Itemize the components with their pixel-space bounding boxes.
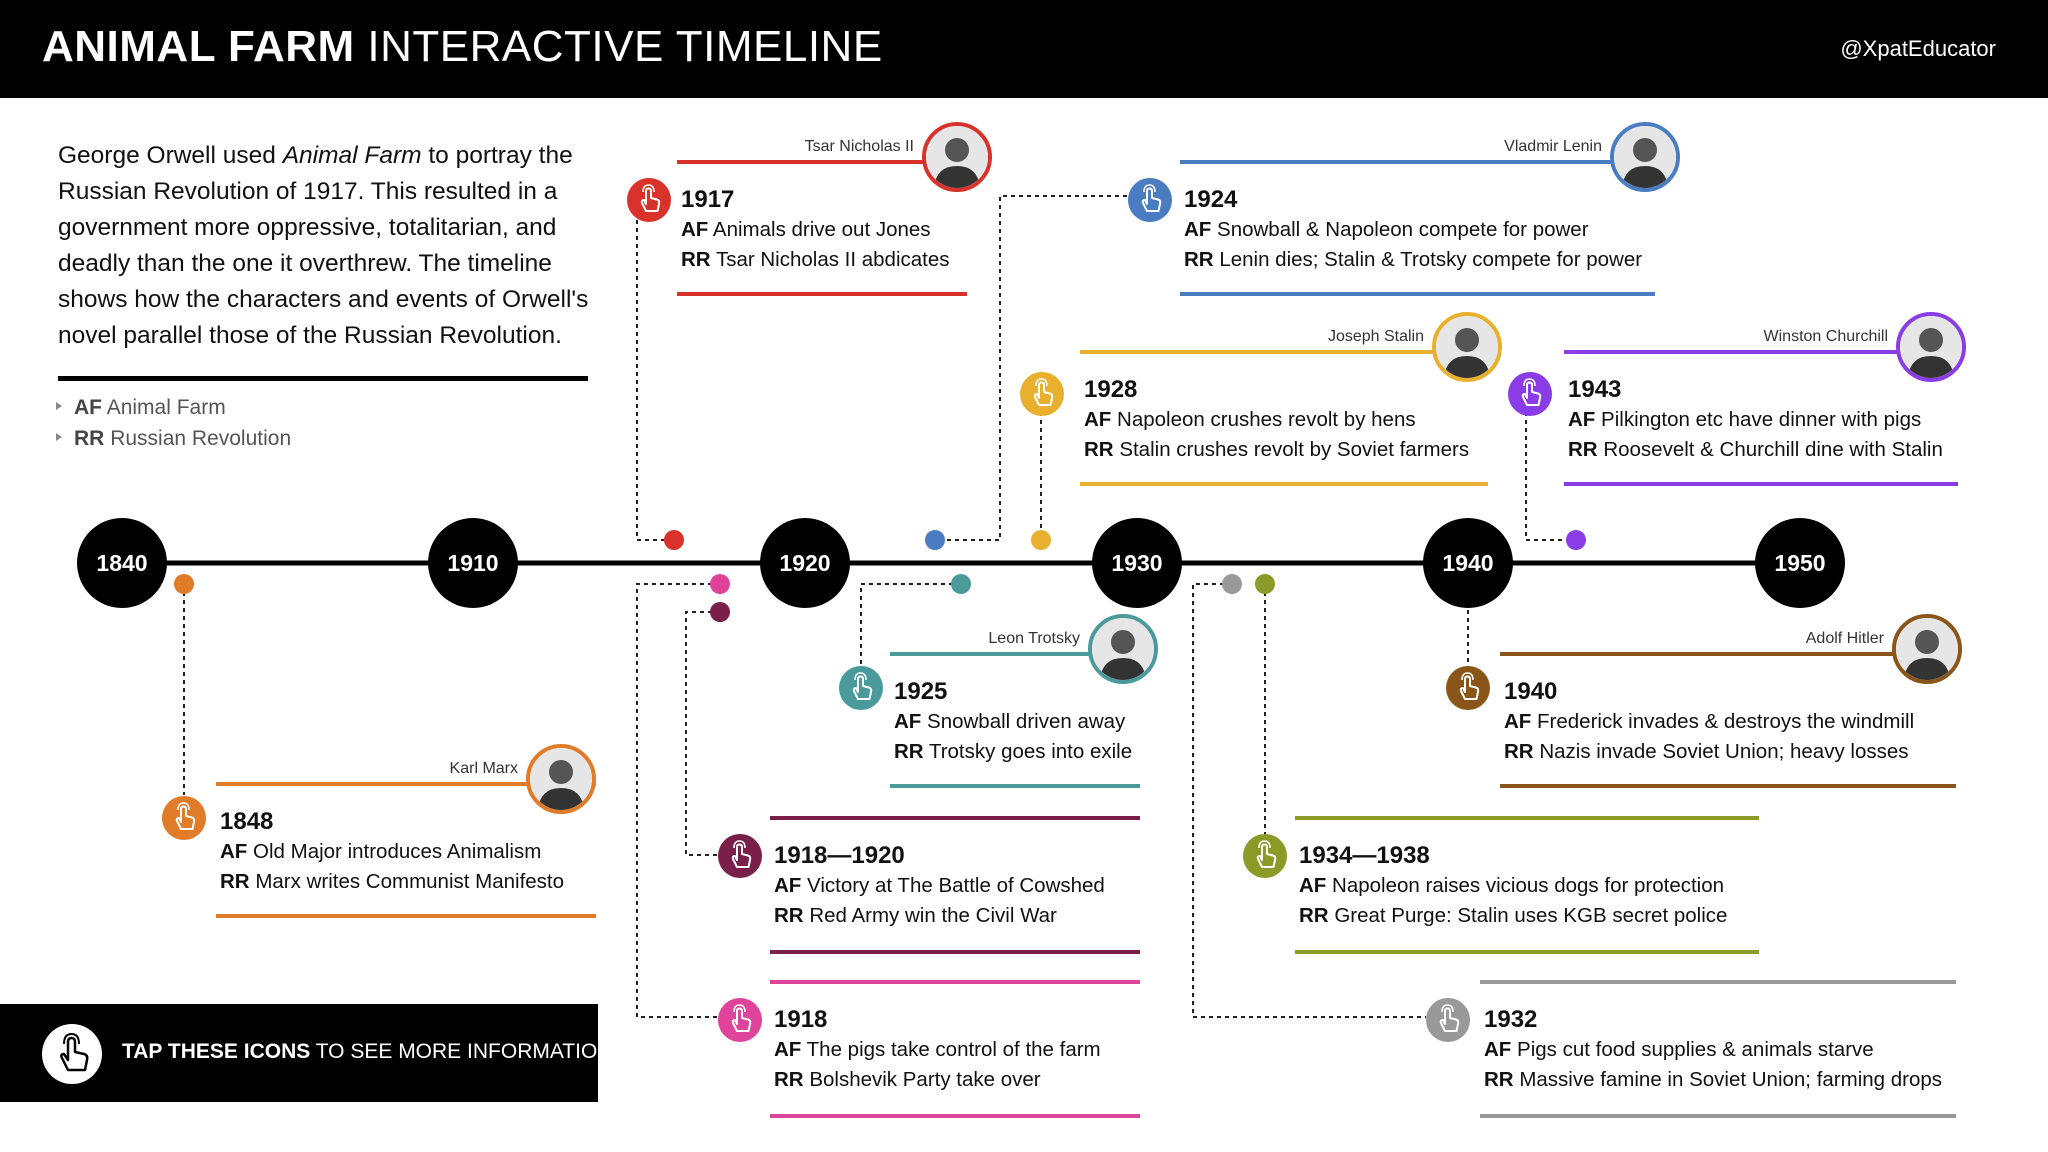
timeline-dot-1918 xyxy=(710,574,730,594)
event-card-1943 xyxy=(1564,308,1958,488)
person-name: Leon Trotsky xyxy=(988,630,1080,647)
event-rr-line xyxy=(220,870,564,894)
event-af-text: Frederick invades & destroys the windmill xyxy=(1537,710,1915,733)
year-marker-1950: 1950 xyxy=(1755,518,1845,608)
card-bottom-rule xyxy=(890,784,1140,788)
af-abbr: AF xyxy=(1299,874,1327,897)
af-abbr: AF xyxy=(774,874,802,897)
portrait-avatar xyxy=(526,744,596,814)
connector-1918-1920 xyxy=(686,612,721,855)
year-marker-1920: 1920 xyxy=(760,518,850,608)
tap-hand-icon xyxy=(42,1024,102,1084)
event-card-1848 xyxy=(216,740,596,920)
event-af-line xyxy=(894,710,1125,734)
event-rr-line xyxy=(1299,904,1727,928)
event-af-text: Pigs cut food supplies & animals starve xyxy=(1517,1038,1874,1061)
tap-instructions-text xyxy=(122,1040,612,1064)
person-name: Joseph Stalin xyxy=(1327,328,1424,345)
card-bottom-rule xyxy=(1295,950,1759,954)
event-rr-text: Nazis invade Soviet Union; heavy losses xyxy=(1539,740,1909,763)
event-af-line xyxy=(1504,710,1914,734)
card-bottom-rule xyxy=(1480,1114,1956,1118)
legend-label: Russian Revolution xyxy=(110,427,292,450)
af-abbr: AF xyxy=(681,218,709,241)
event-rr-line xyxy=(1504,740,1909,764)
af-abbr: AF xyxy=(894,710,922,733)
tap-info-icon-1940[interactable] xyxy=(1446,666,1490,710)
card-bottom-rule xyxy=(770,1114,1140,1118)
event-rr-text: Tsar Nicholas II abdicates xyxy=(715,248,950,271)
legend-abbr: AF xyxy=(74,396,102,419)
timeline-dot-1943 xyxy=(1566,530,1586,550)
event-af-text: Old Major introduces Animalism xyxy=(253,840,542,863)
rr-abbr: RR xyxy=(774,904,804,927)
portrait-avatar xyxy=(1088,614,1158,684)
af-abbr: AF xyxy=(1504,710,1532,733)
event-af-line xyxy=(1568,408,1921,432)
event-rr-text: Marx writes Communist Manifesto xyxy=(255,870,565,893)
tap-text-bold: TAP THESE ICONS xyxy=(122,1040,311,1063)
rr-abbr: RR xyxy=(1084,438,1114,461)
event-rr-line xyxy=(1084,438,1469,462)
person-name: Karl Marx xyxy=(449,760,518,777)
rr-abbr: RR xyxy=(894,740,924,763)
person-name: Winston Churchill xyxy=(1763,328,1888,345)
event-rr-line xyxy=(1484,1068,1942,1092)
portrait-avatar xyxy=(922,122,992,192)
timeline-dot-1924 xyxy=(925,530,945,550)
portrait-avatar xyxy=(1432,312,1502,382)
event-year: 1934—1938 xyxy=(1299,842,1430,869)
year-marker-1840: 1840 xyxy=(77,518,167,608)
event-rr-text: Trotsky goes into exile xyxy=(928,740,1133,763)
event-card-1925 xyxy=(890,610,1140,790)
portrait-avatar xyxy=(1896,312,1966,382)
tap-info-icon-1932[interactable] xyxy=(1426,998,1470,1042)
event-af-text: The pigs take control of the farm xyxy=(806,1038,1101,1061)
card-top-rule xyxy=(1500,652,1956,656)
event-af-line xyxy=(1299,874,1724,898)
year-marker-1910: 1910 xyxy=(428,518,518,608)
event-card-1932 xyxy=(1480,966,1956,1126)
timeline-dot-1918-1920 xyxy=(710,602,730,622)
event-af-text: Napoleon raises vicious dogs for protection xyxy=(1332,874,1725,897)
card-bottom-rule xyxy=(1564,482,1958,486)
event-year: 1940 xyxy=(1504,678,1558,705)
event-af-text: Animals drive out Jones xyxy=(712,218,931,241)
title-bold: ANIMAL FARM xyxy=(42,22,355,71)
event-year: 1924 xyxy=(1184,186,1238,213)
event-rr-line xyxy=(681,248,950,272)
event-rr-text: Massive famine in Soviet Union; farming drops xyxy=(1519,1068,1943,1091)
timeline-dot-1917 xyxy=(664,530,684,550)
event-rr-text: Stalin crushes revolt by Soviet farmers xyxy=(1119,438,1470,461)
event-af-line xyxy=(1084,408,1416,432)
tap-info-icon-1918[interactable] xyxy=(718,998,762,1042)
card-top-rule xyxy=(1480,980,1956,984)
event-rr-text: Great Purge: Stalin uses KGB secret police xyxy=(1334,904,1728,927)
event-card-1918-1920 xyxy=(770,800,1140,960)
af-abbr: AF xyxy=(1568,408,1596,431)
event-af-line xyxy=(774,874,1105,898)
intro-italic: Animal Farm xyxy=(282,142,422,169)
tap-info-icon-1918b[interactable] xyxy=(718,834,762,878)
person-name: Tsar Nicholas II xyxy=(804,138,914,155)
tap-info-icon-1925[interactable] xyxy=(839,666,883,710)
event-af-line xyxy=(774,1038,1101,1062)
card-top-rule xyxy=(1180,160,1655,164)
event-card-1924 xyxy=(1180,118,1655,298)
timeline-dot-1934 xyxy=(1255,574,1275,594)
event-year: 1925 xyxy=(894,678,948,705)
event-rr-text: Bolshevik Party take over xyxy=(809,1068,1041,1091)
timeline-dot-1925 xyxy=(951,574,971,594)
event-af-line xyxy=(1184,218,1589,242)
card-bottom-rule xyxy=(1180,292,1655,296)
card-top-rule xyxy=(770,816,1140,820)
event-year: 1917 xyxy=(681,186,735,213)
card-bottom-rule xyxy=(677,292,967,296)
person-name: Adolf Hitler xyxy=(1805,630,1884,647)
year-marker-1930: 1930 xyxy=(1092,518,1182,608)
card-top-rule xyxy=(770,980,1140,984)
event-af-text: Napoleon crushes revolt by hens xyxy=(1117,408,1416,431)
event-year: 1918—1920 xyxy=(774,842,905,869)
tap-info-icon-1924[interactable] xyxy=(1128,178,1172,222)
event-rr-line xyxy=(774,904,1057,928)
event-af-text: Snowball & Napoleon compete for power xyxy=(1217,218,1589,241)
event-af-text: Pilkington etc have dinner with pigs xyxy=(1601,408,1922,431)
card-bottom-rule xyxy=(770,950,1140,954)
af-abbr: AF xyxy=(1484,1038,1512,1061)
rr-abbr: RR xyxy=(1184,248,1214,271)
event-year: 1932 xyxy=(1484,1006,1538,1033)
portrait-avatar xyxy=(1892,614,1962,684)
timeline-dot-1932 xyxy=(1222,574,1242,594)
event-rr-line xyxy=(1568,438,1943,462)
tap-info-icon-1848[interactable] xyxy=(162,796,206,840)
event-af-line xyxy=(1484,1038,1874,1062)
card-bottom-rule xyxy=(1080,482,1488,486)
card-bottom-rule xyxy=(1500,784,1956,788)
tap-instructions-box xyxy=(0,1004,613,1102)
event-af-line xyxy=(681,218,931,242)
af-abbr: AF xyxy=(774,1038,802,1061)
event-rr-text: Roosevelt & Churchill dine with Stalin xyxy=(1603,438,1943,461)
rr-abbr: RR xyxy=(1504,740,1534,763)
connector-1917 xyxy=(637,220,674,540)
event-af-text: Snowball driven away xyxy=(927,710,1126,733)
card-top-rule xyxy=(1080,350,1488,354)
tap-info-icon-1917[interactable] xyxy=(627,178,671,222)
event-rr-line xyxy=(894,740,1132,764)
event-year: 1918 xyxy=(774,1006,828,1033)
rr-abbr: RR xyxy=(1568,438,1598,461)
intro-text-2: to portray the Russian Revolution of 1917. This resulted in a government more oppressive, totalitarian, and deadly than the one it overthrew. The timeline shows how the characters and events of Orwell's novel parallel those of the Russian Revolution. xyxy=(58,142,589,349)
title-light: INTERACTIVE TIMELINE xyxy=(367,22,883,71)
event-card-1917 xyxy=(677,118,967,298)
tap-info-icon-1934[interactable] xyxy=(1243,834,1287,878)
year-marker-1940: 1940 xyxy=(1423,518,1513,608)
portrait-avatar xyxy=(1610,122,1680,192)
event-rr-text: Lenin dies; Stalin & Trotsky compete for power xyxy=(1219,248,1643,271)
event-card-1918 xyxy=(770,966,1140,1126)
card-top-rule xyxy=(1295,816,1759,820)
rr-abbr: RR xyxy=(774,1068,804,1091)
event-card-1934 xyxy=(1295,800,1759,960)
timeline-dot-1928 xyxy=(1031,530,1051,550)
tap-text-rest: TO SEE MORE INFORMATION xyxy=(310,1040,613,1063)
tap-info-icon-1928[interactable] xyxy=(1020,372,1064,416)
legend-label: Animal Farm xyxy=(106,396,226,419)
intro-text-1: George Orwell used xyxy=(58,142,283,169)
af-abbr: AF xyxy=(1084,408,1112,431)
event-rr-line xyxy=(774,1068,1041,1092)
rr-abbr: RR xyxy=(681,248,711,271)
af-abbr: AF xyxy=(1184,218,1212,241)
rr-abbr: RR xyxy=(1484,1068,1514,1091)
event-rr-line xyxy=(1184,248,1642,272)
event-year: 1848 xyxy=(220,808,274,835)
rr-abbr: RR xyxy=(1299,904,1329,927)
legend-abbr: RR xyxy=(74,427,105,450)
event-year: 1943 xyxy=(1568,376,1622,403)
timeline-dot-1848 xyxy=(174,574,194,594)
event-rr-text: Red Army win the Civil War xyxy=(809,904,1057,927)
person-name: Vladmir Lenin xyxy=(1504,138,1602,155)
connector-1918 xyxy=(637,584,721,1017)
event-af-line xyxy=(220,840,541,864)
card-bottom-rule xyxy=(216,914,596,918)
event-card-1940 xyxy=(1500,610,1956,790)
event-year: 1928 xyxy=(1084,376,1138,403)
tap-info-icon-1943[interactable] xyxy=(1508,372,1552,416)
event-af-text: Victory at The Battle of Cowshed xyxy=(807,874,1105,897)
author-handle: @XpatEducator xyxy=(1840,36,1996,61)
rr-abbr: RR xyxy=(220,870,250,893)
event-card-1928 xyxy=(1080,308,1488,488)
af-abbr: AF xyxy=(220,840,248,863)
